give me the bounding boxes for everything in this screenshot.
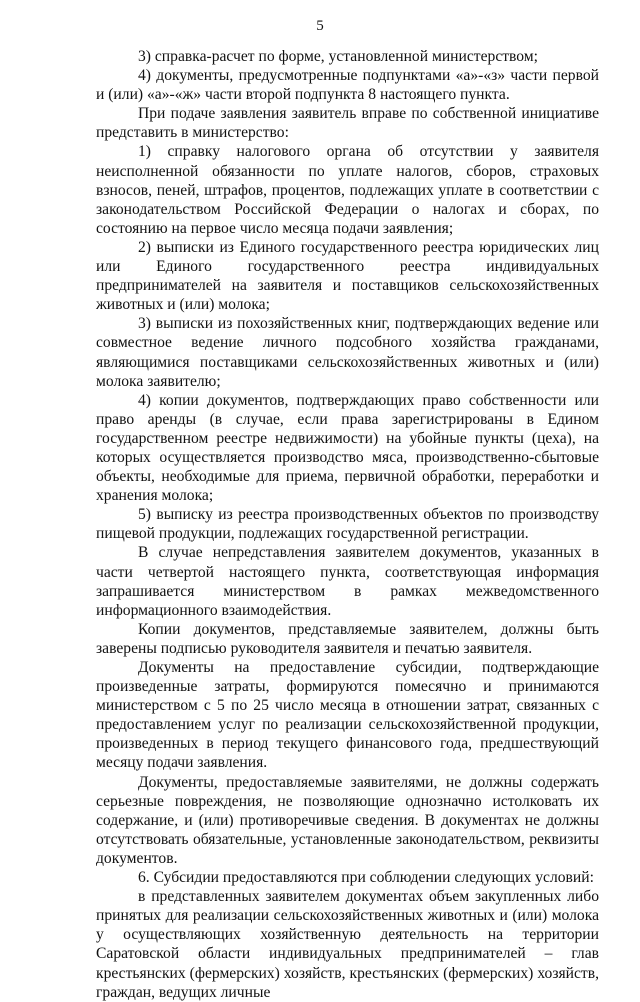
paragraph-ownership-copies: 4) копии документов, подтверждающих право собственности или право аренды (в случае, если права зарегистрированы в Едином государственном реестре недвижимости) на убойные пункты (цеха), на которых осуществляется производство мяса, производственно-сбытовые объекты, необходимые для приема, первичной обработки, переработки и хранения молока;	[96, 391, 599, 505]
paragraph-production-registry: 5) выписку из реестра производственных объектов по производству пищевой продукции, подлежащих государственной регистрации.	[96, 506, 599, 543]
page-number: 5	[316, 18, 324, 34]
paragraph-document-integrity: Документы, предоставляемые заявителями, не должны содержать серьезные повреждения, не позволяющие однозначно истолковать их содержание, и (или) противоречивые сведения. В документах не должны отсутствовать обязательные, установленные законодательством, реквизиты документов.	[96, 773, 599, 867]
paragraph-interagency-request: В случае непредставления заявителем документов, указанных в части четвертой настоящего пункта, соответствующая информация запрашивается министерством в рамках межведомственного информационного взаимодействия.	[96, 544, 599, 619]
document-body	[96, 47, 599, 1002]
paragraph-registry-extracts: 2) выписки из Единого государственного реестра юридических лиц или Единого государственного реестра индивидуальных предпринимателей на заявителя и поставщиков сельскохозяйственных животных и (или) молока;	[96, 238, 599, 314]
paragraph-household-books: 3) выписки из похозяйственных книг, подтверждающих ведение или совместное ведение личного подсобного хозяйства гражданами, являющимися поставщиками сельскохозяйственных животных и (или) молока заявителю;	[96, 315, 599, 390]
paragraph-section-6-heading: 6. Субсидии предоставляются при соблюдении следующих условий:	[138, 869, 594, 887]
paragraph-item-4-documents: 4) документы, предусмотренные подпунктами «а»-«з» части первой и (или) «а»-«ж» части второй подпункта 8 настоящего пункта.	[96, 67, 599, 104]
paragraph-item-3-calculation: 3) справка-расчет по форме, установленной министерством;	[138, 48, 539, 65]
paragraph-subsidy-conditions: в представленных заявителем документах объем закупленных либо принятых для реализации сельскохозяйственных животных и (или) молока у осуществляющих хозяйственную деятельность на территории Саратовской области индивидуальных предпринимателей – глав крестьянских (фермерских) хозяйств, крестьянских (фермерских) хозяйств, граждан, ведущих личные	[96, 888, 599, 1001]
paragraph-monthly-submission: Документы на предоставление субсидии, подтверждающие произведенные затраты, формируются помесячно и принимаются министерством с 5 по 25 число месяца в отношении затрат, связанных с предоставлением услуг по реализации сельскохозяйственной продукции, произведенных в период текущего финансового года, предшествующий месяцу подачи заявления.	[96, 659, 599, 772]
paragraph-certified-copies: Копии документов, представляемые заявителем, должны быть заверены подписью руководителя заявителя и печатью заявителя.	[96, 620, 599, 657]
paragraph-tax-certificate: 1) справку налогового органа об отсутствии у заявителя неисполненной обязанности по уплате налогов, сборов, страховых взносов, пеней, штрафов, процентов, подлежащих уплате в соответствии с законодательством Российской Федерации о налогах и сборах, по состоянию на первое число месяца подачи заявления;	[96, 143, 599, 237]
paragraph-own-initiative: При подаче заявления заявитель вправе по собственной инициативе представить в министерство:	[96, 105, 599, 142]
